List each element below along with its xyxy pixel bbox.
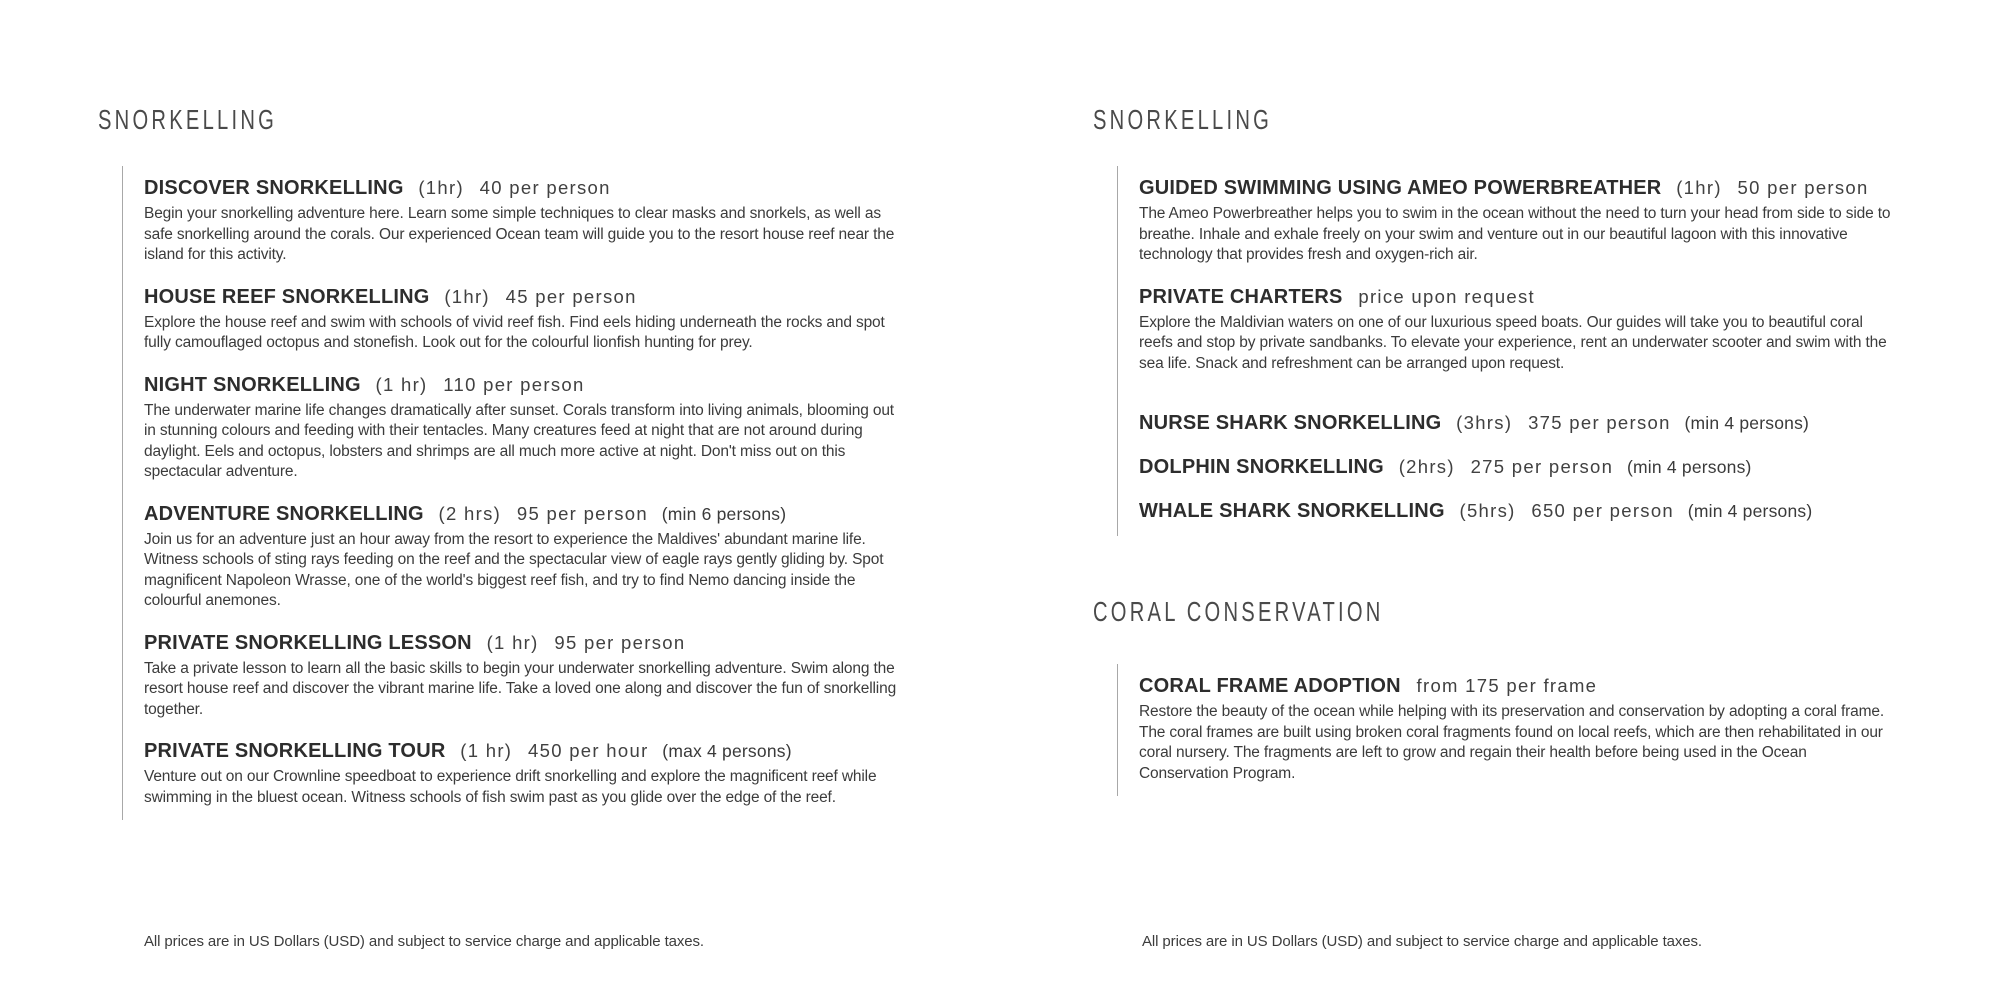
item-duration: (1 hr) <box>460 740 513 761</box>
item-price: 450 per hour <box>528 740 649 761</box>
price-disclaimer-left: All prices are in US Dollars (USD) and subject to service charge and applicable taxes. <box>144 933 704 950</box>
item-duration: (1 hr) <box>375 373 428 395</box>
menu-item-nurse-shark-snorkelling <box>1139 410 1909 436</box>
page-left-column <box>98 100 914 820</box>
section-title-snorkelling-right: SNORKELLING <box>1093 104 1273 135</box>
item-header <box>144 630 914 656</box>
item-name: HOUSE REEF SNORKELLING <box>144 285 430 308</box>
menu-item-house-reef-snorkelling <box>144 284 914 354</box>
item-duration: (2 hrs) <box>438 502 502 524</box>
item-name: DISCOVER SNORKELLING <box>144 177 404 199</box>
item-price: 95 per person <box>554 631 686 653</box>
menu-item-coral-frame-adoption <box>1139 673 1909 784</box>
item-header <box>144 284 914 310</box>
section-items-group <box>122 166 914 820</box>
page-right-column <box>1093 100 1909 796</box>
item-price: 40 per person <box>479 177 611 198</box>
item-duration: (5hrs) <box>1459 500 1516 521</box>
item-name: GUIDED SWIMMING USING AMEO POWERBREATHER <box>1139 177 1662 199</box>
section-items-group <box>1117 664 1909 796</box>
item-duration: (1 hr) <box>486 631 539 653</box>
item-price: 45 per person <box>505 285 637 307</box>
menu-item-private-snorkelling-tour <box>144 738 914 808</box>
item-price: from 175 per frame <box>1416 675 1598 696</box>
menu-item-guided-swimming-ameo-powerbreather <box>1139 175 1909 266</box>
item-description: The underwater marine life changes dramatically after sunset. Corals transform into living animals, blooming out in stunning colours and feeding with their tentacles. Many creatures feed at night that are not around during daylight. Eels and octopus, lobsters and shrimps are all much more active at night. Don't miss out on this spectacular adventure. <box>144 401 894 480</box>
menu-item-night-snorkelling <box>144 372 914 483</box>
item-description: Restore the beauty of the ocean while helping with its preservation and conservation by adopting a coral frame. The coral frames are built using broken coral fragments found on local reefs, which are then rehabilitated in our coral nursery. The fragments are left to grow and regain their health before being used in the Ocean Conservation Program. <box>1139 703 1885 782</box>
item-name: PRIVATE CHARTERS <box>1139 285 1343 308</box>
menu-item-dolphin-snorkelling <box>1139 454 1909 480</box>
item-name: NURSE SHARK SNORKELLING <box>1139 412 1442 434</box>
item-note: (min 4 persons) <box>1687 501 1813 521</box>
item-name: PRIVATE SNORKELLING TOUR <box>144 740 446 762</box>
item-header <box>1139 284 1909 310</box>
item-name: PRIVATE SNORKELLING LESSON <box>144 631 472 654</box>
item-header <box>144 372 914 398</box>
item-note: (min 6 persons) <box>661 503 787 524</box>
item-description: Take a private lesson to learn all the basic skills to begin your underwater snorkelling adventure. Swim along the resort house reef and discover the vibrant marine life. Take a loved one along and discover the fun of snorkelling together. <box>144 659 897 718</box>
price-disclaimer-right: All prices are in US Dollars (USD) and subject to service charge and applicable taxes. <box>1142 933 1702 950</box>
item-header <box>1139 498 1909 524</box>
item-header <box>1139 410 1909 436</box>
item-price: 275 per person <box>1470 456 1614 477</box>
item-duration: (1hr) <box>444 285 490 307</box>
section-title-coral-conservation: CORAL CONSERVATION <box>1093 596 1384 627</box>
section-title-snorkelling-left: SNORKELLING <box>98 104 278 135</box>
item-header <box>1139 454 1909 480</box>
item-price: 110 per person <box>443 373 585 395</box>
item-description: The Ameo Powerbreather helps you to swim in the ocean without the need to turn your head from side to side to breathe. Inhale and exhale freely on your swim and venture out in our beautiful lagoon with this innovative technology that provides fresh and oxygen-rich air. <box>1139 205 1891 263</box>
item-name: ADVENTURE SNORKELLING <box>144 502 424 525</box>
item-header <box>144 738 914 764</box>
item-description: Explore the house reef and swim with schools of vivid reef fish. Find eels hiding underneath the rocks and spot fully camouflaged octopus and stonefish. Look out for the colourful lionfish hunting for prey. <box>144 313 885 351</box>
item-price: 95 per person <box>516 502 648 524</box>
item-header <box>144 501 914 527</box>
item-name: CORAL FRAME ADOPTION <box>1139 675 1401 697</box>
menu-item-adventure-snorkelling <box>144 501 914 612</box>
item-header <box>1139 673 1909 699</box>
item-description: Join us for an adventure just an hour away from the resort to experience the Maldives' abundant marine life. Witness schools of sting rays feeding on the reef and the spectacular view of eagle rays gently gliding by. Spot magnificent Napoleon Wrasse, one of the world's biggest reef fish, and try to find Nemo dancing inside the colourful anemones. <box>144 530 884 609</box>
item-description: Explore the Maldivian waters on one of our luxurious speed boats. Our guides will take you to beautiful coral reefs and stop by private sandbanks. To elevate your experience, rent an underwater scooter and swim with the sea life. Snack and refreshment can be arranged upon request. <box>1139 313 1887 372</box>
item-note: (min 4 persons) <box>1627 457 1752 477</box>
item-note: (min 4 persons) <box>1684 413 1810 433</box>
item-price: price upon request <box>1358 285 1535 307</box>
menu-item-private-charters <box>1139 284 1909 375</box>
item-duration: (1hr) <box>1676 177 1722 198</box>
item-duration: (1hr) <box>418 177 464 198</box>
item-header <box>1139 175 1909 201</box>
section-items-group <box>1117 166 1909 536</box>
item-price: 650 per person <box>1531 500 1675 521</box>
item-duration: (3hrs) <box>1456 412 1513 433</box>
item-name: DOLPHIN SNORKELLING <box>1139 456 1384 478</box>
item-note: (max 4 persons) <box>662 741 792 761</box>
menu-item-discover-snorkelling <box>144 175 914 266</box>
item-description: Begin your snorkelling adventure here. Learn some simple techniques to clear masks and snorkels, as well as safe snorkelling around the corals. Our experienced Ocean team will guide you to the resort house reef near the island for this activity. <box>144 205 895 263</box>
item-name: WHALE SHARK SNORKELLING <box>1139 500 1445 522</box>
menu-item-private-snorkelling-lesson <box>144 630 914 721</box>
item-description: Venture out on our Crownline speedboat to experience drift snorkelling and explore the magnificent reef while swimming in the bluest ocean. Witness schools of fish swim past as you glide over the edge of the reef. <box>144 768 877 806</box>
item-name: NIGHT SNORKELLING <box>144 373 361 396</box>
item-duration: (2hrs) <box>1398 456 1455 477</box>
item-price: 50 per person <box>1737 177 1869 198</box>
item-price: 375 per person <box>1528 412 1671 433</box>
item-header <box>144 175 914 201</box>
menu-item-whale-shark-snorkelling <box>1139 498 1909 524</box>
